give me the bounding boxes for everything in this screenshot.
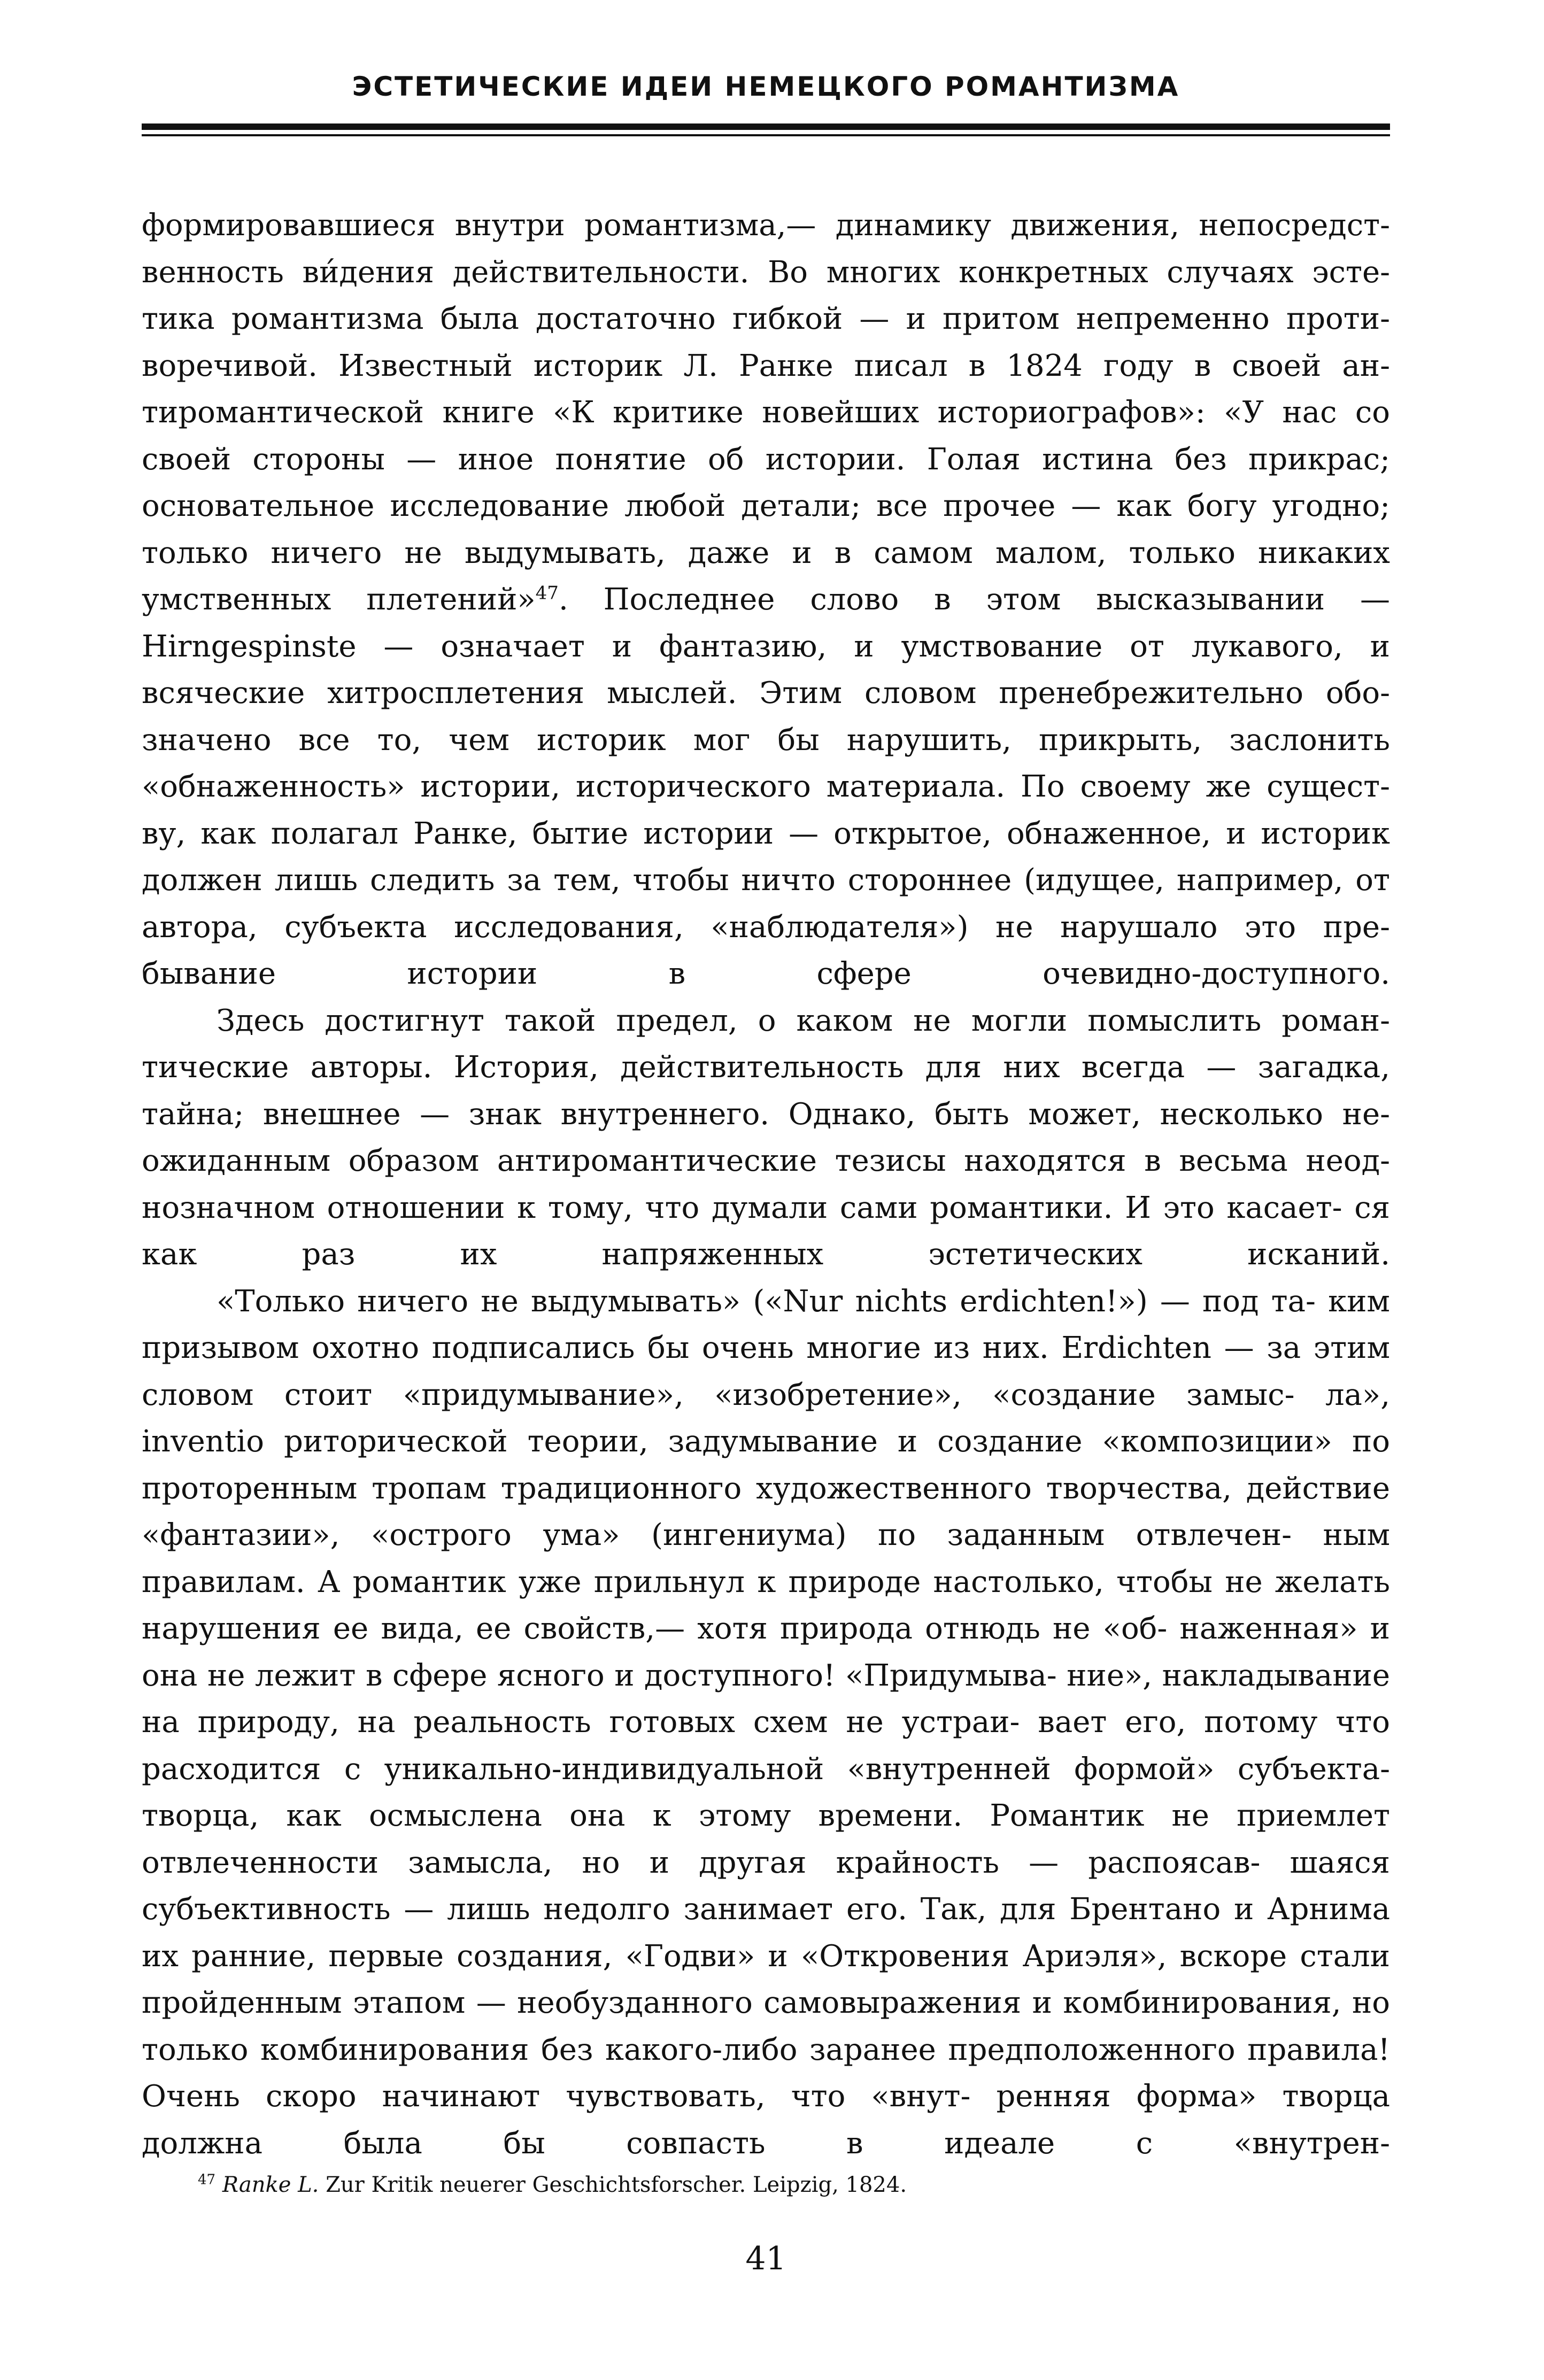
- text-line: ла», inventio риторической теории, задумывание и создание «композиции»: [142, 1377, 1390, 1459]
- text-line: наженная» и она не лежит в сфере ясного и доступного! «Придумыва-: [142, 1611, 1390, 1693]
- text-line: действие «фантазии», «острого ума» (ингениума) по заданным отвлечен-: [142, 1471, 1390, 1552]
- paragraph-1: [142, 202, 1390, 998]
- text-line: по проторенным тропам традиционного художественного творчества,: [142, 1424, 1390, 1506]
- text-line: не приемлет отвлеченности замысла, но и другая крайность — распоясав-: [142, 1798, 1390, 1880]
- footnote-author: Ranke L.: [222, 2173, 319, 2197]
- text-line: ние», накладывание на природу, на реальность готовых схем не устраи-: [142, 1658, 1390, 1740]
- text-line: ожиданным образом антиромантические тезисы находятся в весьма неод-: [142, 1143, 1390, 1178]
- text-line: ким призывом охотно подписались бы очень многие из них. Erdichten —: [142, 1284, 1390, 1365]
- text-line: всяческие хитросплетения мыслей. Этим словом пренебрежительно обо-: [142, 676, 1390, 710]
- text-line: Арнима их ранние, первые создания, «Годви» и «Откровения Ариэля»,: [142, 1892, 1391, 1974]
- header-rule-thin: [142, 134, 1390, 136]
- text-line: только ничего не выдумывать, даже и в самом малом, только никаких: [142, 535, 1390, 570]
- text-line: тические авторы. История, действительность для них всегда — загадка,: [142, 1050, 1390, 1085]
- text-line: шаяся субъективность — лишь недолго занимает его. Так, для Брентано и: [142, 1845, 1390, 1927]
- text-line: . Последнее слово в этом высказывании —: [558, 582, 1391, 617]
- text-line: должен лишь следить за тем, чтобы ничто стороннее (идущее, например,: [142, 863, 1344, 898]
- text-line: воречивой. Известный историк Л. Ранке писал в 1824 году в своей ан-: [142, 348, 1390, 383]
- text-line: вскоре стали пройденным этапом — необузданного самовыражения и: [142, 1938, 1390, 2020]
- text-line: предположенного правила! Очень скоро начинают чувствовать, что «внут-: [142, 2032, 1390, 2114]
- text-line: формировавшиеся внутри романтизма,— динамику движения, непосредст-: [142, 208, 1390, 243]
- page-number: 41: [745, 2240, 786, 2277]
- text-line: тиромантической книге «К критике новейших историографов»: «У нас со: [142, 395, 1390, 430]
- text-line: значено все то, чем историк мог бы нарушить, прикрыть, заслонить: [142, 722, 1390, 758]
- text-line: ренняя форма» творца должна была бы совпасть в идеале с «внутрен-: [142, 2079, 1390, 2161]
- text-line: от автора, субъекта исследования, «наблюдателя») не нарушало это пре-: [142, 863, 1390, 945]
- text-line: формой» субъекта-творца, как осмыслена она к этому времени. Романтик: [142, 1751, 1390, 1833]
- text-line: своей стороны — иное понятие об истории. Голая истина без прикрас;: [142, 442, 1390, 477]
- text-line: «Только ничего не выдумывать» («Nur nichts erdichten!») — под та-: [217, 1284, 1316, 1319]
- text-line: «обнаженность» истории, исторического материала. По своему же сущест-: [142, 769, 1390, 804]
- text-line: за этим словом стоит «придумывание», «изобретение», «создание замыс-: [142, 1331, 1391, 1412]
- footnote-text: Zur Kritik neuerer Geschichtsforscher. Leipzig, 1824.: [326, 2173, 907, 2197]
- text-line: вает его, потому что расходится с уникально-индивидуальной «внутренней: [142, 1705, 1390, 1787]
- header-rule-thick: [142, 123, 1390, 130]
- text-line: нозначном отношении к тому, что думали сами романтики. И это касает-: [142, 1190, 1342, 1225]
- text-line: ся как раз их напряженных эстетических исканий.: [142, 1190, 1390, 1272]
- body-text: [142, 202, 1390, 2167]
- footnote-reference[interactable]: 47: [535, 582, 559, 604]
- text-line: желать нарушения ее вида, ее свойств,— хотя природа отнюдь не «об-: [142, 1564, 1390, 1646]
- footnote-number: 47: [198, 2172, 216, 2188]
- text-line: ным правилам. А романтик уже прильнул к природе настолько, чтобы не: [142, 1518, 1390, 1599]
- running-head: ЭСТЕТИЧЕСКИЕ ИДЕИ НЕМЕЦКОГО РОМАНТИЗМА: [352, 71, 1180, 102]
- text-line: венность ви́дения действительности. Во многих конкретных случаях эсте-: [142, 254, 1390, 290]
- text-line: ву, как полагал Ранке, бытие истории — открытое, обнаженное, и историк: [142, 816, 1390, 851]
- text-line: комбинирования, но только комбинирования без какого-либо заранее: [142, 1985, 1390, 2067]
- text-line: бывание истории в сфере очевидно-доступного.: [142, 956, 1390, 991]
- footnote: [198, 2172, 1390, 2198]
- text-line: умственных плетений»: [142, 582, 536, 617]
- text-line: тика романтизма была достаточно гибкой — и притом непременно проти-: [142, 302, 1390, 336]
- paragraph-3: [142, 1278, 1390, 2167]
- text-line: Hirngespinste — означает и фантазию, и умствование от лукавого, и: [142, 629, 1390, 664]
- paragraph-2: [142, 998, 1390, 1278]
- text-line: основательное исследование любой детали; все прочее — как богу угодно;: [142, 489, 1390, 523]
- text-line: Здесь достигнут такой предел, о каком не могли помыслить роман-: [217, 1003, 1390, 1038]
- text-line: тайна; внешнее — знак внутреннего. Однако, быть может, несколько не-: [142, 1096, 1390, 1132]
